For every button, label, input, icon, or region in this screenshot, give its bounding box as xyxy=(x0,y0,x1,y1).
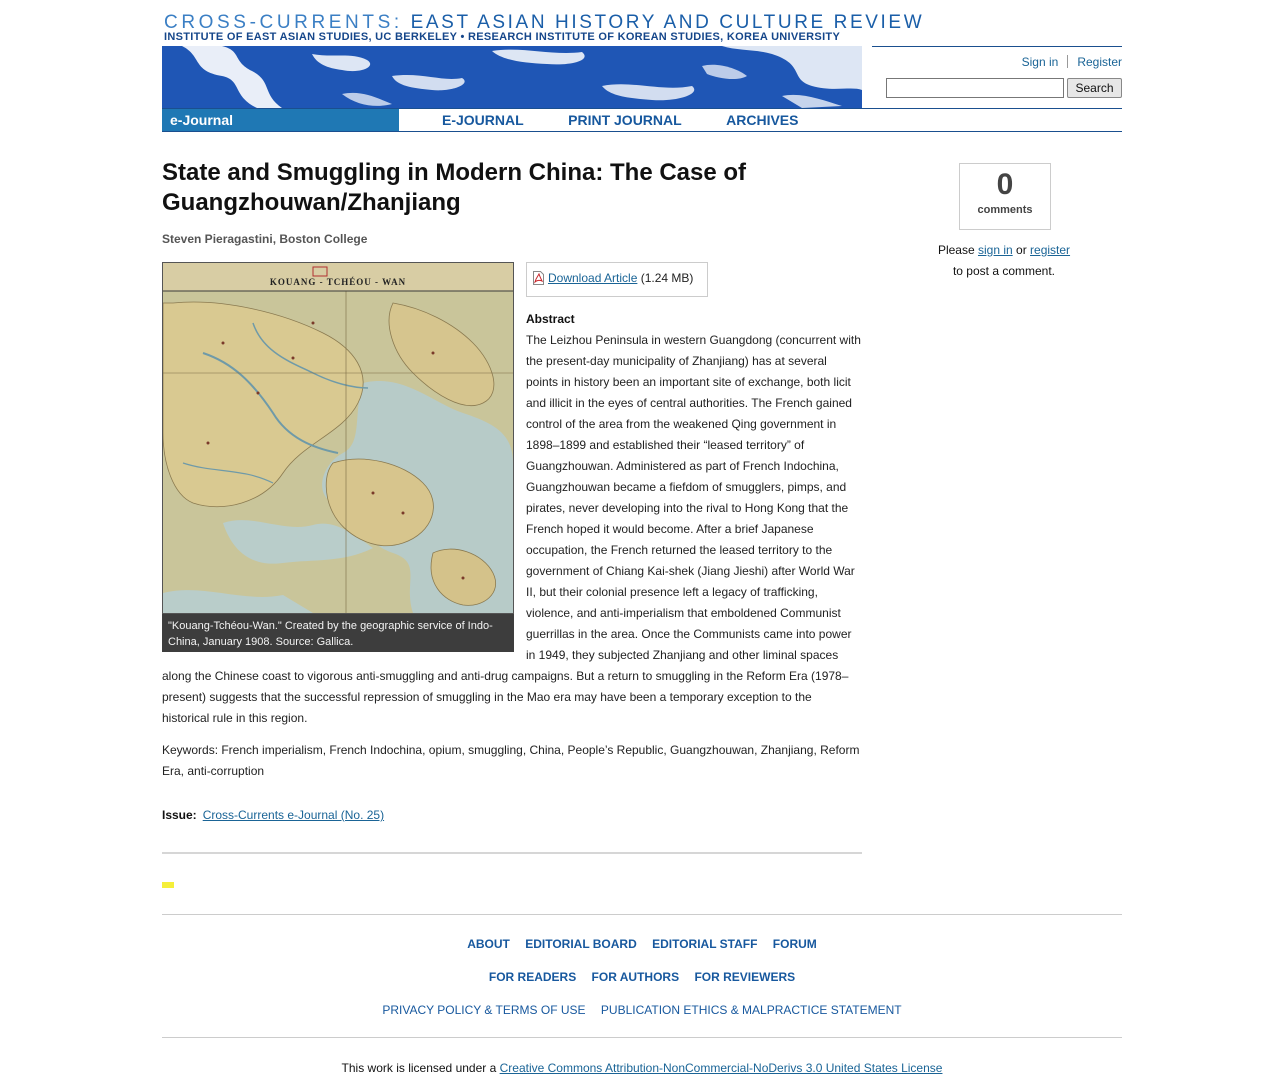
footer-editorial-board-link[interactable]: EDITORIAL BOARD xyxy=(525,937,637,951)
footer-nav-row-1 xyxy=(162,937,1122,951)
site-subtitle: INSTITUTE OF EAST ASIAN STUDIES, UC BERKELEY • RESEARCH INSTITUTE OF KOREAN STUDIES, KOREA UNIVERSITY xyxy=(164,31,841,43)
header-rule xyxy=(872,46,1122,47)
figure-wrap-spacer xyxy=(162,330,526,656)
comment-note-please: Please xyxy=(937,243,975,257)
issue-link[interactable]: Cross-Currents e-Journal (No. 25) xyxy=(202,808,385,822)
license-link[interactable]: Creative Commons Attribution-NonCommercial-NoDerivs 3.0 United States License xyxy=(499,1061,943,1075)
footer-ethics-link[interactable]: PUBLICATION ETHICS & MALPRACTICE STATEMENT xyxy=(600,1003,902,1017)
footer-for-readers-link[interactable]: FOR READERS xyxy=(488,970,577,984)
site-title-part-1: CROSS-CURRENTS: xyxy=(164,12,403,33)
site-title-part-2: EAST ASIAN HISTORY AND CULTURE REVIEW xyxy=(410,12,925,33)
license-text: This work is licensed under a xyxy=(341,1061,497,1075)
footer-for-authors-link[interactable]: FOR AUTHORS xyxy=(591,970,680,984)
download-article-link[interactable]: Download Article xyxy=(548,271,638,285)
comment-count: 0 xyxy=(996,168,1014,201)
footer-for-reviewers-link[interactable]: FOR REVIEWERS xyxy=(694,970,796,984)
footer-about-link[interactable]: ABOUT xyxy=(467,937,510,951)
license-line xyxy=(162,1061,1122,1075)
banner-map-image xyxy=(162,46,862,108)
nav-e-journal[interactable]: E-JOURNAL xyxy=(442,112,524,128)
footer-rule-bottom xyxy=(162,1037,1122,1038)
comment-sign-in-link[interactable]: sign in xyxy=(977,243,1013,257)
comment-note-to-post: to post a comment. xyxy=(952,264,1056,278)
yellow-marker xyxy=(162,882,174,888)
comment-count-box xyxy=(959,163,1051,230)
download-size: (1.24 MB) xyxy=(640,271,694,285)
figure-caption: "Kouang-Tchéou-Wan." Created by the geographic service of Indo-China, January 1908. Source: Gallica. xyxy=(162,614,514,652)
article-title: State and Smuggling in Modern China: The Case of Guangzhouwan/Zhanjiang xyxy=(162,159,747,216)
keywords: Keywords: French imperialism, French Indochina, opium, smuggling, China, People’s Republic, Guangzhouwan, Zhanjiang, Reform Era, anti-corruption xyxy=(162,743,860,778)
footer-privacy-link[interactable]: PRIVACY POLICY & TERMS OF USE xyxy=(382,1003,586,1017)
search-button[interactable]: Search xyxy=(1067,78,1122,98)
download-box xyxy=(526,262,708,297)
footer-forum-link[interactable]: FORUM xyxy=(772,937,817,951)
map-sheet-label: KOUANG - TCHÉOU - WAN xyxy=(269,277,407,287)
user-links-divider xyxy=(1067,55,1068,68)
issue-label: Issue: xyxy=(162,808,197,822)
footer-rule-top xyxy=(162,914,1122,915)
article-author: Steven Pieragastini, Boston College xyxy=(162,232,368,246)
footer-nav-row-2 xyxy=(162,970,1122,984)
site-banner[interactable] xyxy=(162,8,925,108)
register-link[interactable]: Register xyxy=(1077,55,1122,69)
issue-line xyxy=(162,808,384,822)
sign-in-link[interactable]: Sign in xyxy=(1021,55,1059,69)
current-section-tab[interactable]: e-Journal xyxy=(162,109,399,131)
nav-archives[interactable]: ARCHIVES xyxy=(726,112,799,128)
user-links xyxy=(1022,55,1122,69)
comment-login-note xyxy=(904,240,1104,282)
comment-note-or: or xyxy=(1016,243,1027,257)
abstract-heading: Abstract xyxy=(526,312,575,326)
comment-count-label: comments xyxy=(977,204,1033,216)
abstract-text-block xyxy=(162,330,862,729)
article-divider xyxy=(162,852,862,854)
pdf-icon xyxy=(533,271,544,285)
comment-register-link[interactable]: register xyxy=(1030,243,1071,257)
main-nav xyxy=(162,108,1122,132)
abstract-text: The Leizhou Peninsula in western Guangdong (concurrent with the present-day municipality of Zhanjiang) has at several points in history been an important site of exchange, both licit and illicit in the eyes of central authorities. The French gained control of the area from the weakened Qing government in 1898–1899 and established their “leased territory” of Guangzhouwan. Administered as part of French Indochina, Guangzhouwan became a fiefdom of smugglers, pimps, and pirates, never developing into the rival to Hong Kong that the French hoped it would become. After a brief Japanese occupation, the French returned the leased territory to the government of Chiang Kai-shek (Jiang Jieshi) after World War II, but their colonial presence left a legacy of trafficking, violence, and anti-imperialism that emboldened Communist guerrillas in the area. Once the Communists came into power in 1949, they subjected Zhanjiang and other liminal spaces along the Chinese coast to vigorous anti-smuggling and anti-drug campaigns. But a return to smuggling in the Reform Era (1978–present) suggests that the successful repression of smuggling in the Mao era may have been a temporary exception to the historical rule in this region. xyxy=(162,333,861,725)
search-input[interactable] xyxy=(886,78,1064,98)
footer-nav-row-3 xyxy=(162,1003,1122,1017)
footer-editorial-staff-link[interactable]: EDITORIAL STAFF xyxy=(652,937,758,951)
nav-links xyxy=(442,109,839,131)
nav-print-journal[interactable]: PRINT JOURNAL xyxy=(568,112,682,128)
